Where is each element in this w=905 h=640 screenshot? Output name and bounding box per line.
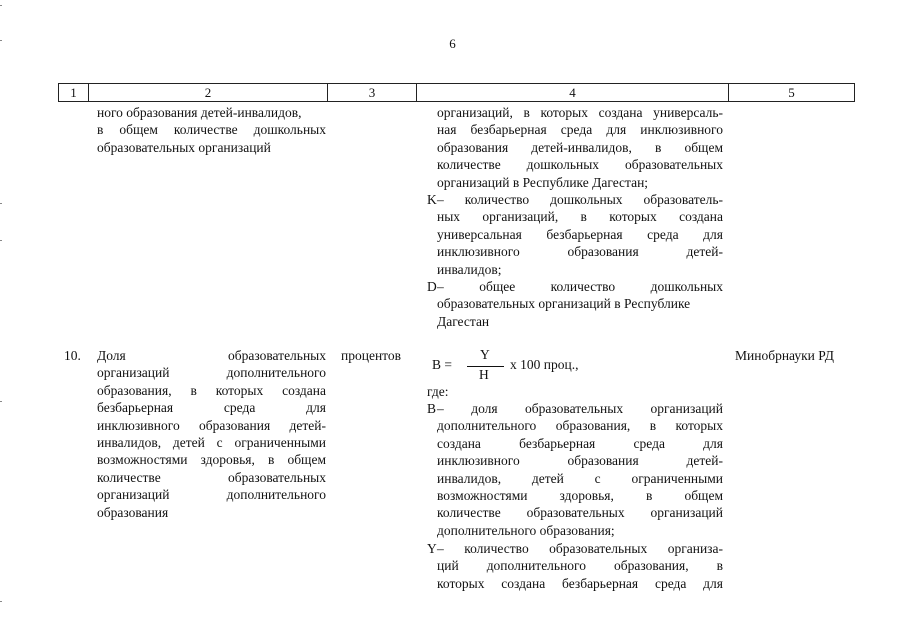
text-line: безбарьерная среда для: [97, 400, 326, 416]
scan-mark: [0, 5, 2, 6]
text-line: инклюзивного образования детей-: [97, 417, 326, 433]
scan-mark: [0, 240, 2, 241]
text-line: – доля образовательных организаций: [437, 401, 723, 416]
text-line: – количество дошкольных образователь-: [437, 192, 723, 207]
header-col-4: 4: [416, 84, 728, 101]
where-label: где:: [427, 384, 449, 399]
row-10-indicator-text: [97, 347, 326, 521]
text-line: образования: [97, 504, 169, 520]
row-10-number: 10.: [64, 348, 81, 363]
header-col-5: 5: [728, 84, 855, 101]
row-10-unit: процентов: [341, 348, 402, 363]
scan-mark: [0, 40, 2, 41]
text-line: ций дополнительного образования, в: [437, 558, 723, 574]
text-line: инвалидов, детей с ограниченными: [97, 435, 326, 451]
text-line: инклюзивного образования детей-: [437, 453, 723, 469]
text-line: инвалидов;: [437, 261, 502, 277]
text-line: инвалидов, детей с ограниченными: [437, 470, 723, 486]
header-col-1: 1: [58, 84, 88, 101]
formula-rhs: x 100 проц.,: [510, 357, 579, 372]
definition-d: [427, 278, 723, 330]
text-line: – общее количество дошкольных: [437, 279, 723, 294]
text-line: возможностями здоровья, в общем: [437, 488, 723, 504]
definition-symbol: Y: [427, 541, 437, 556]
text-line: Доля образовательных: [97, 348, 326, 363]
row-10-responsible: Минобрнауки РД: [735, 348, 834, 363]
definition-k: [427, 191, 723, 278]
text-line: возможностями здоровья, в общем: [97, 452, 326, 468]
text-line: образовательных организаций в Республике: [437, 296, 691, 312]
text-line: дополнительного образования;: [437, 522, 615, 538]
formula-lhs: B =: [432, 357, 452, 372]
text-line: в общем количестве дошкольных: [97, 122, 326, 138]
text-line: дополнительного образования, в которых: [437, 418, 723, 434]
row-cont-method-intro: [437, 104, 723, 191]
definition-symbol: K: [427, 192, 437, 207]
text-line: – количество образовательных организа-: [437, 541, 723, 556]
text-line: ная безбарьерная среда для инклюзивного: [437, 122, 723, 138]
text-line: ных организаций, в которых создана: [437, 209, 723, 225]
scan-mark: [0, 401, 2, 402]
definition-b: [427, 400, 723, 539]
row-cont-indicator-text: [97, 104, 326, 156]
text-line: которых создана безбарьерная среда для: [437, 575, 723, 591]
table-header-row: [58, 83, 855, 102]
text-line: количестве дошкольных образовательных: [437, 157, 723, 173]
text-line: образования, в которых создана: [97, 382, 326, 398]
text-line: организаций дополнительного: [97, 365, 326, 381]
header-col-2: 2: [88, 84, 327, 101]
header-col-3: 3: [327, 84, 416, 101]
page-number: 6: [449, 36, 456, 51]
text-line: организаций дополнительного: [97, 487, 326, 503]
definition-symbol: D: [427, 279, 437, 294]
formula-numerator: Y: [480, 347, 490, 362]
definition-y: [427, 540, 723, 592]
text-line: организаций в Республике Дагестан;: [437, 174, 649, 190]
text-line: количестве образовательных: [97, 469, 326, 485]
scan-mark: [0, 203, 2, 204]
text-line: инклюзивного образования детей-: [437, 244, 723, 260]
definition-symbol: B: [427, 401, 437, 416]
text-line: Дагестан: [437, 313, 490, 329]
text-line: образовательных организаций: [97, 139, 271, 155]
text-line: ного образования детей-инвалидов,: [97, 105, 302, 120]
text-line: создана безбарьерная среда для: [437, 435, 723, 451]
formula-denominator: H: [479, 367, 489, 382]
text-line: образования детей-инвалидов, в общем: [437, 139, 723, 155]
text-line: количестве образовательных организаций: [437, 505, 723, 521]
text-line: организаций, в которых создана универсаль-: [437, 105, 723, 120]
text-line: универсальная безбарьерная среда для: [437, 226, 723, 242]
scan-mark: [0, 601, 2, 602]
